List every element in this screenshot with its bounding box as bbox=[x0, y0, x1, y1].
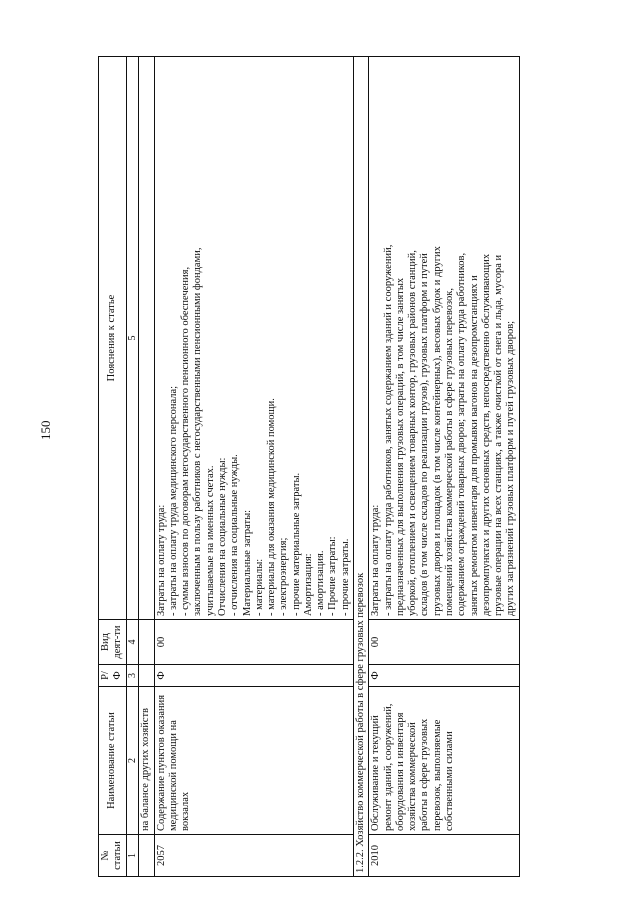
header-item-number: № статьи bbox=[99, 835, 127, 877]
page-number: 150 bbox=[38, 420, 53, 440]
header-activity-type: Вид деят-ти bbox=[99, 620, 127, 665]
column-number: 4 bbox=[126, 620, 139, 665]
explanation-line: грузовые операции на всех станциях, а также очисткой от снега и льда, мусора и bbox=[493, 254, 505, 616]
header-item-name: Наименование статьи bbox=[99, 687, 127, 835]
item-name: Обслуживание и текущий ремонт зданий, сооружений, оборудования и инвентаря хозяйства коммерческой работы в сфере грузовых перевозок, выполняемые собственными силами bbox=[369, 687, 519, 835]
item-code: 2057 bbox=[154, 835, 354, 877]
expense-items-table bbox=[98, 56, 520, 877]
explanation-line: - материалы для оказания медицинской помощи. bbox=[266, 398, 278, 616]
explanation-line: складов (в том числе складов по реализации грузов), грузовых платформ и путей bbox=[419, 253, 431, 616]
table-row-2010 bbox=[369, 57, 519, 877]
activity-code: 00 bbox=[369, 620, 519, 665]
explanation-line: - суммы взносов по договорам негосударственного пенсионного обеспечения, bbox=[180, 266, 192, 616]
table-header-row bbox=[99, 57, 127, 877]
explanation-line: помещений хозяйства коммерческой работы в сфере грузовых перевозок, bbox=[444, 287, 455, 616]
explanation-line: учитываемые на именных счетах. bbox=[204, 465, 216, 616]
column-number-row bbox=[126, 57, 139, 877]
rf-marker: Ф bbox=[154, 665, 354, 687]
explanation-line: заключенным в пользу работников с негосударственными пенсионными фондами, bbox=[192, 247, 204, 616]
item-explanation bbox=[369, 57, 519, 620]
explanation-line: Затраты на оплату труда: bbox=[155, 504, 167, 616]
explanation-line: - отчисления на социальные нужды. bbox=[229, 454, 241, 616]
table-row-2057 bbox=[154, 57, 354, 877]
item-name: Содержание пунктов оказания медицинской помощи на вокзалах bbox=[154, 687, 354, 835]
item-code: 2010 bbox=[369, 835, 519, 877]
explanation-line: Отчисления на социальные нужды: bbox=[216, 457, 228, 616]
activity-code: 00 bbox=[154, 620, 354, 665]
explanation-line: предназначенных для выполнения грузовых операций, в том числе занятых bbox=[394, 277, 406, 616]
header-rf: Р/ Ф bbox=[99, 665, 127, 687]
explanation-line: - Прочие затраты: bbox=[327, 536, 339, 616]
rotated-page-content bbox=[98, 57, 638, 877]
explanation-line: других загрязнений грузовых платформ и путей грузовых дворов; bbox=[505, 320, 517, 616]
explanation-line: - прочие материальные затраты. bbox=[290, 472, 302, 616]
explanation-line: дезопромпунктах и других основных средств, непосредственно обслуживающих bbox=[480, 253, 492, 616]
explanation-line: содержанием ограждений товарных дворов; затраты на оплату труда работников, bbox=[456, 252, 468, 616]
explanation-line: Материальные затраты: bbox=[241, 509, 253, 616]
explanation-line: - материалы: bbox=[253, 558, 265, 616]
column-number: 2 bbox=[126, 687, 139, 835]
table-row-continuation bbox=[139, 57, 154, 877]
explanation-line: - затраты на оплату труда работников, занятых содержанием зданий и сооружений, bbox=[382, 244, 394, 616]
explanation-line: уборкой, отоплением и освещением товарных контор, грузовых районов станций, bbox=[407, 250, 419, 616]
explanation-line: Затраты на оплату труда: bbox=[370, 504, 382, 616]
item-explanation bbox=[154, 57, 354, 620]
section-header-row bbox=[354, 57, 369, 877]
explanation-line: - затраты на оплату труда медицинского персонала; bbox=[167, 385, 179, 616]
header-explanation: Пояснения к статье bbox=[99, 57, 127, 620]
continuation-text: на балансе других хозяйств bbox=[139, 687, 154, 835]
explanation-line: занятых ремонтом инвентаря для промывки вагонов на дезопромстанциях и bbox=[468, 275, 480, 616]
rf-marker: Ф bbox=[369, 665, 519, 687]
column-number: 5 bbox=[126, 57, 139, 620]
explanation-line: - амортизация. bbox=[315, 550, 327, 616]
explanation-line: Амортизация: bbox=[302, 553, 314, 616]
column-number: 1 bbox=[126, 835, 139, 877]
explanation-line: - электроэнергия; bbox=[278, 537, 290, 616]
section-title: 1.2.2. Хозяйство коммерческой работы в сфере грузовых перевозок bbox=[354, 57, 369, 877]
explanation-line: грузовых дворов и площадок (в том числе контейнерных), весовых будок и других bbox=[431, 246, 443, 616]
column-number: 3 bbox=[126, 665, 139, 687]
explanation-line: - прочие затраты. bbox=[339, 538, 351, 616]
